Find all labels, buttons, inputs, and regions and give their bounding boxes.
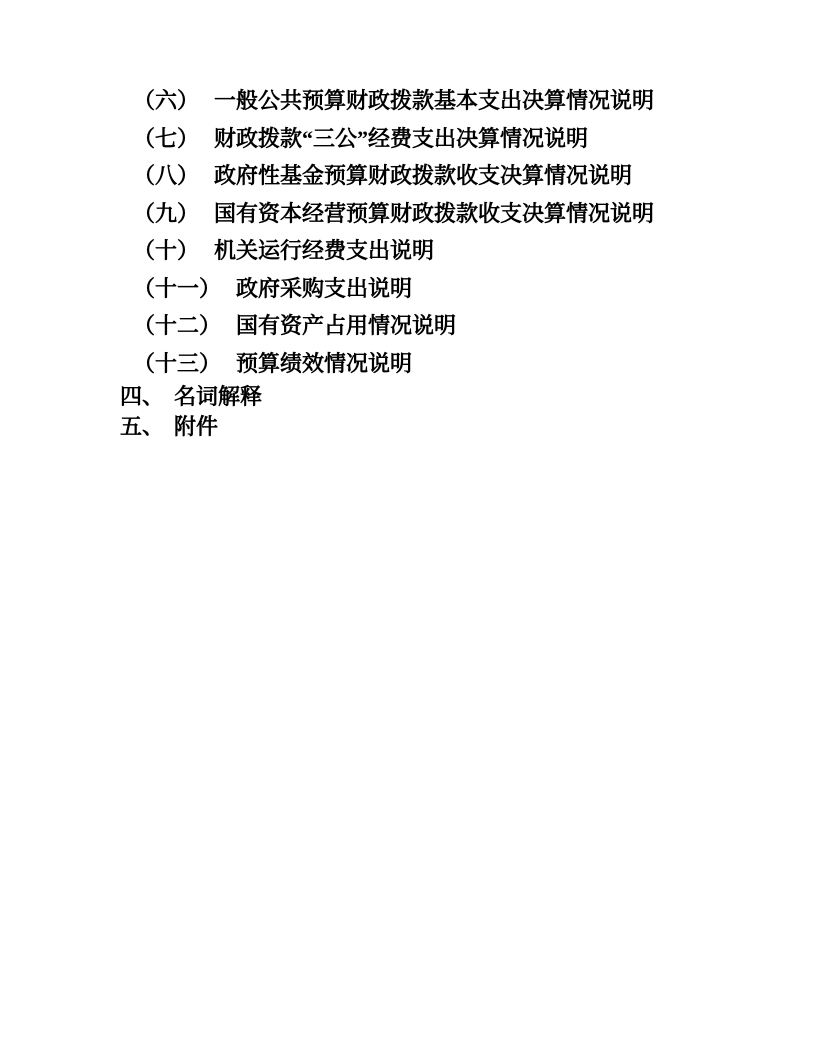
toc-item-7 [120, 120, 756, 158]
toc-item-number: （六） [133, 88, 200, 113]
toc-item-9 [120, 195, 756, 233]
toc-item-title: 政府采购支出说明 [236, 275, 413, 301]
toc-item-number: （十三） [133, 350, 222, 376]
toc-item-title: 附件 [174, 414, 219, 439]
toc-item-13 [120, 345, 756, 383]
toc-section-4 [120, 382, 756, 412]
toc-item-title: 机关运行经费支出说明 [214, 238, 435, 263]
toc-item-title: 国有资本经营预算财政拨款收支决算情况说明 [214, 200, 655, 226]
toc-item-number: 四、 [120, 384, 165, 409]
toc-item-10 [120, 232, 756, 270]
toc-item-title: 政府性基金预算财政拨款收支决算情况说明 [214, 163, 633, 188]
toc-item-number: （九） [133, 200, 200, 226]
toc-item-number: （十二） [133, 313, 222, 338]
toc-item-number: （十） [133, 238, 200, 263]
toc-item-title: 财政拨款“三公”经费支出决算情况说明 [214, 125, 589, 151]
toc-item-title: 一般公共预算财政拨款基本支出决算情况说明 [214, 88, 655, 113]
toc-section-5 [120, 412, 756, 442]
toc-item-number: （八） [133, 163, 200, 188]
toc-item-number: （十一） [133, 275, 222, 301]
toc-item-number: 五、 [120, 414, 165, 439]
table-of-contents [120, 82, 756, 442]
toc-item-title: 预算绩效情况说明 [236, 350, 413, 376]
toc-item-12 [120, 307, 756, 345]
toc-item-6 [120, 82, 756, 120]
toc-item-8 [120, 157, 756, 195]
toc-item-11 [120, 270, 756, 308]
toc-item-title: 名词解释 [174, 384, 263, 409]
toc-item-number: （七） [133, 125, 200, 151]
toc-item-title: 国有资产占用情况说明 [236, 313, 457, 338]
